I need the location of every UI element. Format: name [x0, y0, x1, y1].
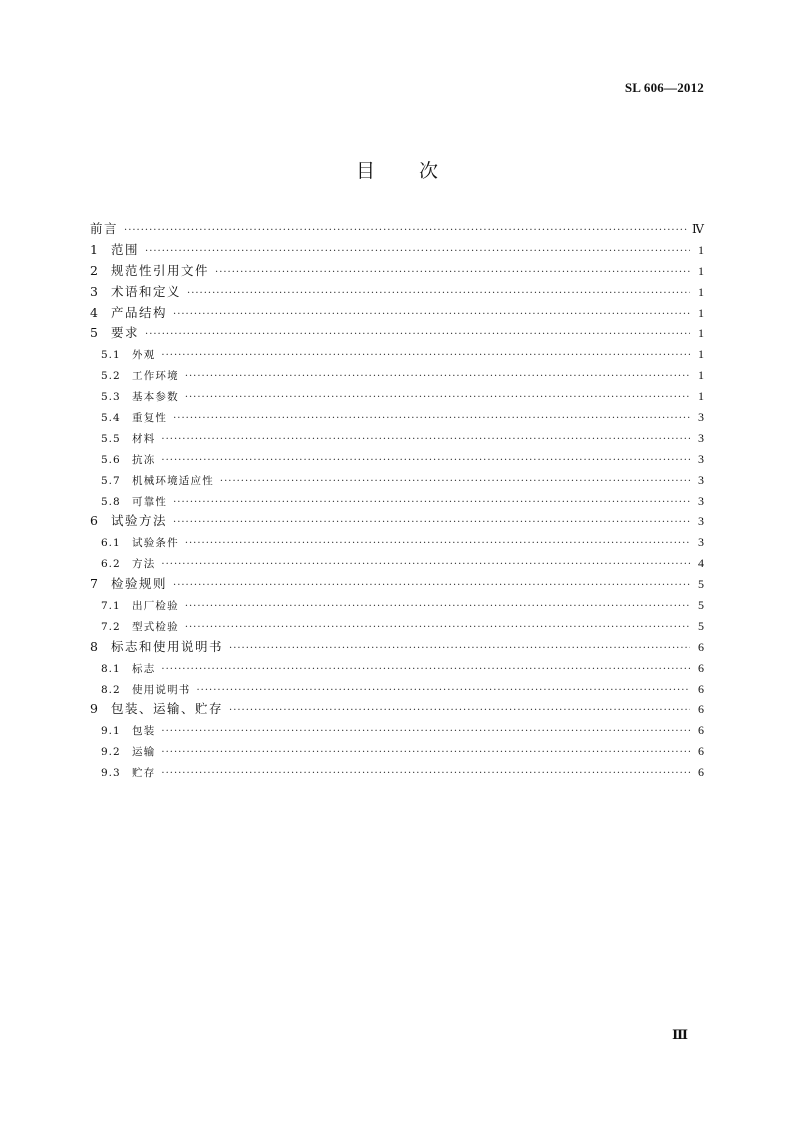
toc-entry-number: 8 [90, 638, 98, 654]
toc-leader-dots [161, 555, 690, 576]
toc-entry[interactable] [90, 616, 704, 637]
toc-entry[interactable] [90, 219, 704, 240]
toc-entry-page: 6 [698, 765, 704, 780]
toc-leader-dots [187, 284, 690, 305]
toc-entry[interactable] [90, 741, 704, 762]
toc-entry-page: 6 [698, 681, 704, 696]
toc-entry-page: 1 [698, 368, 704, 383]
toc-entry-number: 4 [90, 304, 98, 320]
toc-entry-page: 1 [698, 305, 704, 320]
toc-entry-number: 5 [90, 325, 98, 341]
toc-entry-number: 6.2 [101, 558, 121, 571]
toc-entry[interactable] [90, 553, 704, 574]
toc-entry-number: 3 [90, 283, 98, 299]
toc-entry-label: 试验方法 [111, 513, 168, 529]
page-number: Ⅲ [672, 1027, 688, 1042]
toc-leader-dots [161, 660, 690, 681]
toc-entry[interactable] [90, 282, 704, 303]
toc-entry[interactable] [90, 303, 704, 324]
toc-entry-number: 7.1 [101, 600, 121, 613]
toc-entry-number: 9.3 [101, 767, 121, 780]
page-title: 目次 [355, 160, 482, 182]
toc-entry[interactable] [90, 720, 704, 741]
toc-entry[interactable] [90, 679, 704, 700]
toc-entry-number: 7.2 [101, 620, 121, 633]
toc-leader-dots [229, 701, 690, 722]
toc-entry-number: 5.3 [101, 391, 121, 404]
toc-leader-dots [215, 263, 690, 284]
toc-entry-number: 7 [90, 576, 98, 592]
toc-entry-page: 1 [698, 263, 704, 278]
toc-entry[interactable] [90, 365, 704, 386]
toc-entry-page: 1 [698, 326, 704, 341]
toc-entry-page: 1 [698, 347, 704, 362]
toc-leader-dots [173, 513, 690, 534]
toc-leader-dots [197, 681, 691, 702]
toc-entry-label: 标志 [132, 662, 156, 675]
toc-entry-page: 1 [698, 242, 704, 257]
toc-leader-dots [161, 451, 690, 472]
toc-entry-number: 5.1 [101, 349, 121, 362]
toc-entry-number: 1 [90, 241, 98, 257]
toc-leader-dots [185, 597, 690, 618]
toc-entry[interactable] [90, 699, 704, 720]
toc-leader-dots [185, 534, 690, 555]
toc-leader-dots [229, 639, 690, 660]
toc-leader-dots [161, 722, 690, 743]
toc-entry[interactable] [90, 323, 704, 344]
toc-leader-dots [173, 305, 690, 326]
toc-entry-page: 4 [698, 556, 704, 571]
toc-entry-label: 抗冻 [132, 453, 156, 466]
toc-entry-number: 9.1 [101, 725, 121, 738]
toc-leader-dots [161, 764, 690, 785]
toc-leader-dots [145, 242, 690, 263]
toc-leader-dots [161, 430, 690, 451]
toc-entry-number: 2 [90, 262, 98, 278]
toc-leader-dots [173, 576, 690, 597]
toc-entry-number: 5.2 [101, 370, 121, 383]
toc-leader-dots [173, 493, 690, 514]
toc-entry[interactable] [90, 344, 704, 365]
toc-entry-label: 检验规则 [111, 576, 168, 592]
toc-entry-label: 包装、运输、贮存 [111, 701, 224, 717]
toc-entry-label: 要求 [111, 325, 140, 341]
toc-leader-dots [145, 325, 690, 346]
toc-entry[interactable] [90, 428, 704, 449]
toc-entry-page: 3 [698, 410, 704, 425]
toc-entry-page: 6 [698, 639, 704, 654]
toc-entry-label: 范围 [111, 241, 140, 257]
toc-entry-number: 5.6 [101, 453, 121, 466]
toc-entry-label: 贮存 [132, 767, 156, 780]
toc-entry-number: 9.2 [101, 746, 121, 759]
toc-entry-page: 6 [698, 723, 704, 738]
document-code: SL 606—2012 [624, 80, 704, 95]
toc-entry[interactable] [90, 470, 704, 491]
toc-leader-dots [124, 221, 688, 242]
toc-entry-label: 可靠性 [132, 495, 168, 508]
toc-entry-label: 出厂检验 [132, 600, 179, 613]
toc-entry[interactable] [90, 491, 704, 512]
toc-entry[interactable] [90, 261, 704, 282]
toc-leader-dots [220, 472, 690, 493]
toc-entry-page: 3 [698, 430, 704, 445]
toc-entry-label: 术语和定义 [111, 283, 182, 299]
toc-leader-dots [161, 743, 690, 764]
toc-entry-number: 5.8 [101, 495, 121, 508]
toc-entry-label: 包装 [132, 725, 156, 738]
toc-entry-label: 基本参数 [132, 391, 179, 404]
toc-entry-number: 8.1 [101, 662, 121, 675]
toc-entry-label: 标志和使用说明书 [111, 638, 224, 654]
toc-entry-label: 重复性 [132, 412, 168, 425]
toc-entry[interactable] [90, 658, 704, 679]
toc-entry-number: 6.1 [101, 537, 121, 550]
toc-leader-dots [185, 618, 690, 639]
toc-entry-label: 使用说明书 [132, 683, 191, 696]
toc-entry-page: 3 [698, 493, 704, 508]
toc-entry-number: 6 [90, 513, 98, 529]
toc-entry[interactable] [90, 532, 704, 553]
toc-entry-page: 5 [698, 577, 704, 592]
toc-entry-page: 3 [698, 472, 704, 487]
toc-entry[interactable] [90, 407, 704, 428]
toc-entry-page: 1 [698, 389, 704, 404]
toc-entry-page: 3 [698, 514, 704, 529]
toc-leader-dots [173, 409, 690, 430]
toc-leader-dots [161, 346, 690, 367]
toc-entry[interactable] [90, 386, 704, 407]
toc-entry-label: 前言 [90, 221, 119, 236]
toc-entry[interactable] [90, 637, 704, 658]
toc-entry-label: 型式检验 [132, 620, 179, 633]
toc-entry-page: 3 [698, 451, 704, 466]
toc-entry[interactable] [90, 595, 704, 616]
toc-entry[interactable] [90, 240, 704, 261]
toc-entry-page: 5 [698, 618, 704, 633]
toc-entry-number: 8.2 [101, 683, 121, 696]
toc-entry-label: 机械环境适应性 [132, 474, 214, 487]
toc-entry-label: 产品结构 [111, 304, 168, 320]
toc-entry-page: 6 [698, 660, 704, 675]
toc-entry-label: 运输 [132, 746, 156, 759]
toc-entry-number: 5.5 [101, 432, 121, 445]
toc-entry[interactable] [90, 449, 704, 470]
toc-entry-label: 方法 [132, 558, 156, 571]
toc-entry-page: 5 [698, 598, 704, 613]
toc-entry[interactable] [90, 511, 704, 532]
table-of-contents [90, 219, 704, 783]
toc-entry-page: 6 [698, 702, 704, 717]
toc-entry-number: 9 [90, 701, 98, 717]
toc-leader-dots [185, 388, 690, 409]
toc-entry-label: 材料 [132, 432, 156, 445]
toc-entry-label: 试验条件 [132, 537, 179, 550]
toc-entry-number: 5.7 [101, 474, 121, 487]
toc-entry[interactable] [90, 762, 704, 783]
toc-entry-page: 6 [698, 744, 704, 759]
toc-leader-dots [185, 367, 690, 388]
toc-entry-page: 1 [698, 284, 704, 299]
toc-entry-label: 规范性引用文件 [111, 262, 210, 278]
toc-entry-label: 外观 [132, 349, 156, 362]
toc-entry[interactable] [90, 574, 704, 595]
toc-entry-page: Ⅳ [692, 222, 704, 236]
toc-entry-label: 工作环境 [132, 370, 179, 383]
toc-entry-page: 3 [698, 535, 704, 550]
toc-entry-number: 5.4 [101, 412, 121, 425]
